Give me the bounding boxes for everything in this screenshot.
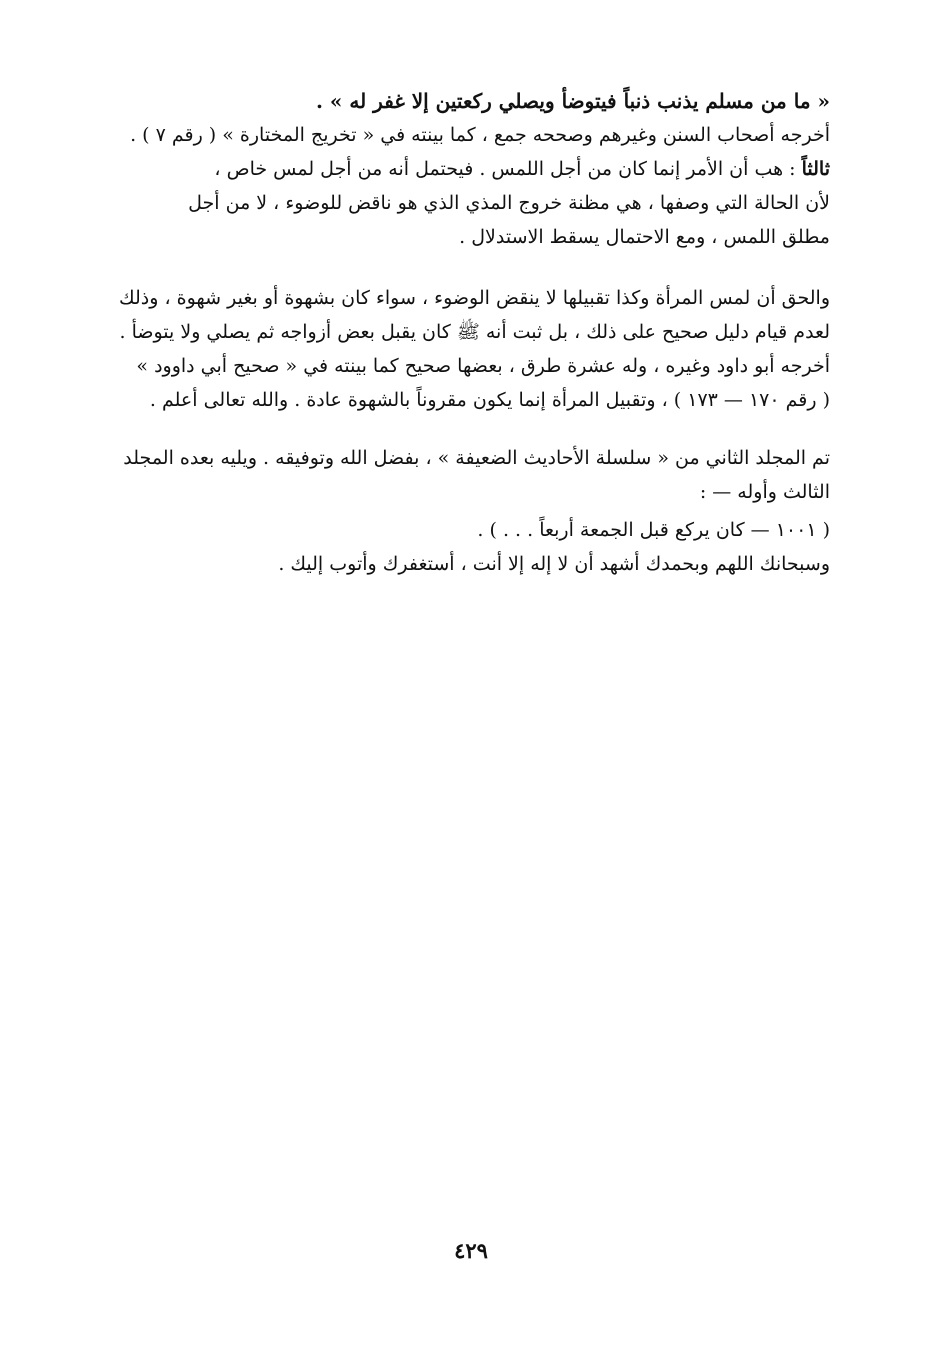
- text-line: والحق أن لمس المرأة وكذا تقبيلها لا ينقض الوضوء ، سواء كان بشهوة أو بغير شهوة ، وذلك: [119, 287, 830, 309]
- third-point-text: : هب أن الأمر إنما كان من أجل اللمس . فيحتمل أنه من أجل لمس خاص ،: [214, 158, 802, 180]
- text-line: مطلق اللمس ، ومع الاحتمال يسقط الاستدلال .: [459, 226, 830, 248]
- text-line: الثالث وأوله — :: [699, 481, 830, 503]
- paragraph-volume-end: [118, 441, 830, 509]
- takhrij-line: أخرجه أصحاب السنن وغيرهم وصححه جمع ، كما بينته في « تخريج المختارة » ( رقم ٧ ) .: [130, 124, 830, 146]
- text-line: لعدم قيام دليل صحيح على ذلك ، بل ثبت أنه ﷺ كان يقبل بعض أزواجه ثم يصلي ولا يتوضأ .: [119, 321, 830, 343]
- text-line: لأن الحالة التي وصفها ، هي مظنة خروج المذي الذي هو ناقض للوضوء ، لا من أجل: [188, 192, 830, 214]
- paragraph-closing: [118, 513, 830, 581]
- page-number: ٤٢٩: [454, 1238, 488, 1263]
- paragraph-hadith-commentary: [118, 84, 830, 254]
- third-point-label: ثالثاً: [801, 158, 830, 180]
- paragraph-ruling: [118, 281, 830, 417]
- text-line: تم المجلد الثاني من « سلسلة الأحاديث الضعيفة » ، بفضل الله وتوفيقه . ويليه بعده المجلد: [123, 447, 830, 469]
- next-hadith-line: ( ١٠٠١ — كان يركع قبل الجمعة أربعاً . . . ) .: [477, 519, 830, 541]
- hadith-quote: « ما من مسلم يذنب ذنباً فيتوضأ ويصلي ركعتين إلا غفر له » .: [316, 89, 830, 113]
- closing-supplication: وسبحانك اللهم وبحمدك أشهد أن لا إله إلا أنت ، أستغفرك وأتوب إليك .: [278, 553, 830, 575]
- third-point-line: [118, 152, 830, 186]
- text-line: أخرجه أبو داود وغيره ، وله عشرة طرق ، بعضها صحيح كما بينته في « صحيح أبي داوود »: [136, 355, 830, 377]
- text-line: ( رقم ١٧٠ — ١٧٣ ) ، وتقبيل المرأة إنما يكون مقروناً بالشهوة عادة . والله تعالى أعلم .: [149, 389, 830, 411]
